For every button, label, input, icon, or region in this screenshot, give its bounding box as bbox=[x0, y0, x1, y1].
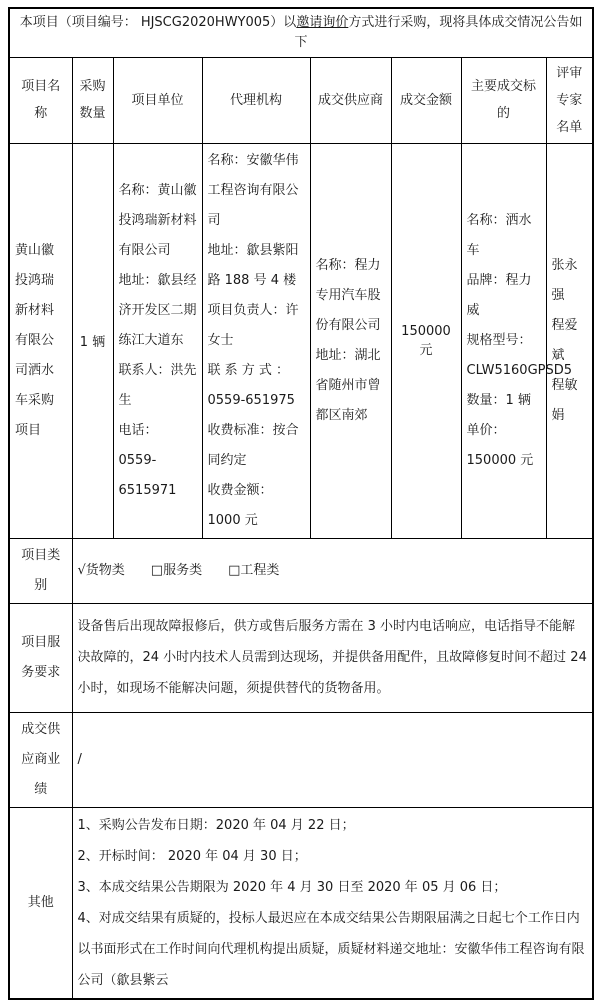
cell-agency: 名称：安徽华伟工程咨询有限公司 地址：歙县紫阳路 188 号 4 楼 项目负责人：许女士 联 系 方 式 ： 0559-651975 收费标准：按合同约定 收费金额：1000 元 bbox=[202, 143, 310, 538]
cell-experts: 张永强 程爱斌 程敏娟 bbox=[546, 143, 593, 538]
supplier-performance-label: 成交供应商业绩 bbox=[9, 712, 72, 807]
announcement-underlined-method: 邀请询价 bbox=[296, 14, 349, 30]
announcement-text bbox=[9, 8, 593, 57]
other-item-objection-instructions: 4、对成交结果有质疑的，投标人最迟应在本成交结果公告期限届满之日起七个工作日内以书面形式在工作时间向代理机构提出质疑，质疑材料递交地址：安徽华伟工程咨询有限公司（歙县紫云 bbox=[77, 910, 585, 988]
service-requirements-row bbox=[9, 603, 593, 712]
cell-project-name: 黄山徽投鸿瑞新材料有限公司洒水车采购项目 bbox=[9, 143, 72, 538]
col-header-project-name: 项目名称 bbox=[9, 57, 72, 143]
supplier-performance-value: / bbox=[72, 712, 593, 807]
col-header-experts: 评审专家名单 bbox=[546, 57, 593, 143]
other-row bbox=[9, 807, 593, 999]
cell-amount: 150000 元 bbox=[391, 143, 461, 538]
col-header-subject: 主要成交标的 bbox=[461, 57, 546, 143]
category-checkboxes: √货物类 □服务类 □工程类 bbox=[72, 538, 593, 603]
other-items bbox=[72, 807, 593, 999]
category-label: 项目类别 bbox=[9, 538, 72, 603]
other-label: 其他 bbox=[9, 807, 72, 999]
announcement-suffix: 方式进行采购，现将具体成交情况公告如下 bbox=[294, 14, 583, 50]
supplier-performance-row bbox=[9, 712, 593, 807]
cell-supplier: 名称：程力专用汽车股份有限公司 地址：湖北省随州市曾都区南郊 bbox=[310, 143, 391, 538]
announcement-prefix: 本项目（项目编号： HJSCG2020HWY005）以 bbox=[19, 14, 297, 30]
other-item-publish-date: 1、采购公告发布日期：2020 年 04 月 22 日； bbox=[77, 817, 355, 833]
cell-quantity: 1 辆 bbox=[72, 143, 113, 538]
col-header-quantity: 采购数量 bbox=[72, 57, 113, 143]
procurement-announcement-table bbox=[8, 7, 594, 1000]
col-header-project-unit: 项目单位 bbox=[113, 57, 202, 143]
cell-subject: 名称：洒水车 品牌：程力威 规格型号： CLW5160GPSD5 数量：1 辆 单价：150000 元 bbox=[461, 143, 546, 538]
other-item-bid-opening-time: 2、开标时间： 2020 年 04 月 30 日； bbox=[77, 848, 307, 864]
announcement-row bbox=[9, 8, 593, 57]
main-data-row bbox=[9, 143, 593, 538]
other-item-announcement-period: 3、本成交结果公告期限为 2020 年 4 月 30 日至 2020 年 05 月 06 日； bbox=[77, 879, 507, 895]
service-requirements-label: 项目服务要求 bbox=[9, 603, 72, 712]
column-header-row bbox=[9, 57, 593, 143]
cell-project-unit: 名称：黄山徽投鸿瑞新材料有限公司 地址：歙县经济开发区二期练江大道东 联系人：洪先生 电话： 0559-6515971 bbox=[113, 143, 202, 538]
col-header-agency: 代理机构 bbox=[202, 57, 310, 143]
service-requirements-text: 设备售后出现故障报修后，供方或售后服务方需在 3 小时内电话响应，电话指导不能解决故障的，24 小时内技术人员需到达现场，并提供备用配件，且故障修复时间不超过 24 小时，如现场不能解决问题，须提供替代的货物备用。 bbox=[72, 603, 593, 712]
col-header-supplier: 成交供应商 bbox=[310, 57, 391, 143]
category-row bbox=[9, 538, 593, 603]
col-header-amount: 成交金额 bbox=[391, 57, 461, 143]
